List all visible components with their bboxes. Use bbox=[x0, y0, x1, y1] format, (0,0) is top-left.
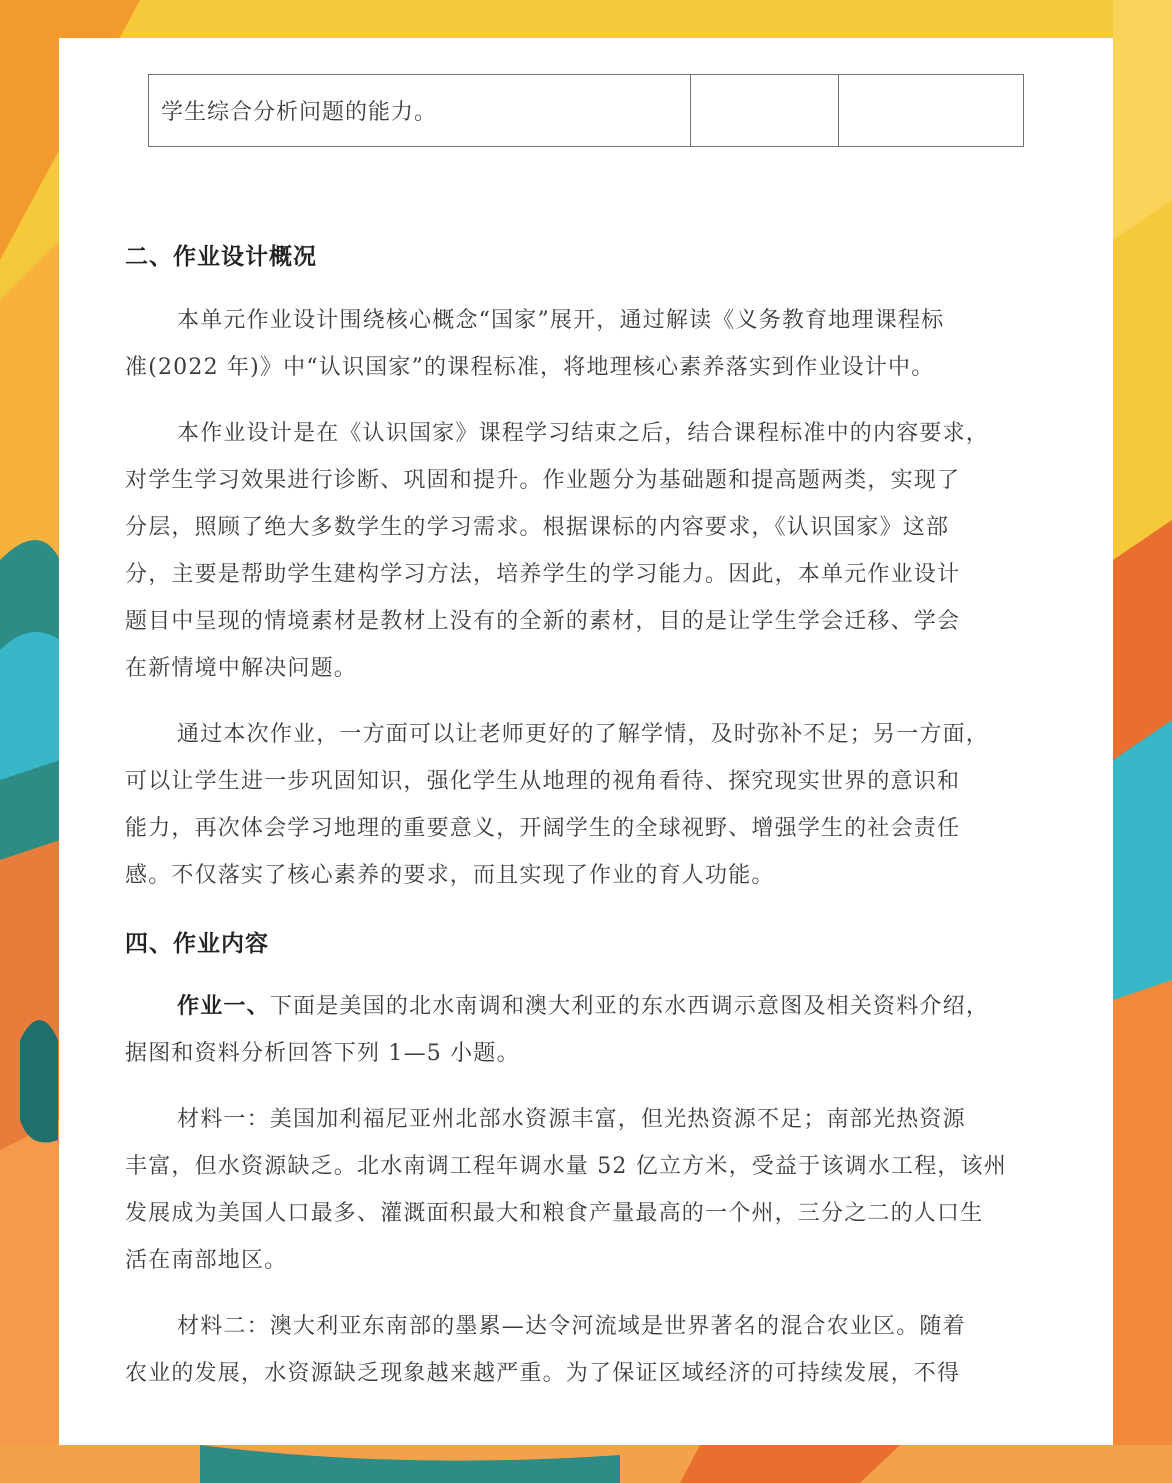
text-line: 发展成为美国人口最多、灌溉面积最大和粮食产量最高的一个州，三分之二的人口生 bbox=[125, 1201, 984, 1226]
text-line: 在新情境中解决问题。 bbox=[125, 656, 358, 681]
paragraph-overview-1 bbox=[125, 297, 1051, 391]
text-line bbox=[125, 983, 1051, 1030]
text-line: 材料二：澳大利亚东南部的墨累—达令河流域是世界著名的混合农业区。随着 bbox=[177, 1314, 966, 1339]
text-line: 感。不仅落实了核心素养的要求，而且实现了作业的育人功能。 bbox=[125, 863, 775, 888]
paragraph-material-2 bbox=[125, 1303, 1051, 1397]
table-cell-objective: 学生综合分析问题的能力。 bbox=[149, 75, 691, 146]
paragraph-material-1 bbox=[125, 1096, 1051, 1284]
objectives-table-row bbox=[148, 74, 1024, 147]
text-line: 准(2022 年)》中“认识国家”的课程标准，将地理核心素养落实到作业设计中。 bbox=[125, 355, 935, 380]
text-line: 题目中呈现的情境素材是教材上没有的全新的素材，目的是让学生学会迁移、学会 bbox=[125, 609, 961, 634]
section-heading-content: 四、作业内容 bbox=[125, 931, 269, 957]
text-line: 活在南部地区。 bbox=[125, 1248, 288, 1273]
document-page bbox=[59, 38, 1113, 1445]
table-cell-empty-2 bbox=[691, 75, 839, 146]
text-line: 据图和资料分析回答下列 1—5 小题。 bbox=[125, 1041, 520, 1066]
homework-text: 下面是美国的北水南调和澳大利亚的东水西调示意图及相关资料介绍， bbox=[269, 994, 990, 1019]
homework-label: 作业一、 bbox=[177, 994, 270, 1019]
text-line: 农业的发展，水资源缺乏现象越来越严重。为了保证区域经济的可持续发展，不得 bbox=[125, 1361, 961, 1386]
text-line: 本作业设计是在《认识国家》课程学习结束之后，结合课程标准中的内容要求， bbox=[177, 421, 990, 446]
text-line: 分，主要是帮助学生建构学习方法，培养学生的学习能力。因此，本单元作业设计 bbox=[125, 562, 961, 587]
text-line: 可以让学生进一步巩固知识，强化学生从地理的视角看待、探究现实世界的意识和 bbox=[125, 769, 961, 794]
section-heading-overview: 二、作业设计概况 bbox=[125, 244, 317, 270]
text-line: 材料一：美国加利福尼亚州北部水资源丰富，但光热资源不足；南部光热资源 bbox=[177, 1107, 966, 1132]
paragraph-homework-1 bbox=[125, 983, 1051, 1077]
text-line: 能力，再次体会学习地理的重要意义，开阔学生的全球视野、增强学生的社会责任 bbox=[125, 816, 961, 841]
paragraph-overview-2 bbox=[125, 410, 1051, 692]
text-line: 通过本次作业，一方面可以让老师更好的了解学情，及时弥补不足；另一方面， bbox=[177, 722, 990, 747]
text-line: 对学生学习效果进行诊断、巩固和提升。作业题分为基础题和提高题两类，实现了 bbox=[125, 468, 961, 493]
text-line: 分层，照顾了绝大多数学生的学习需求。根据课标的内容要求，《认识国家》这部 bbox=[125, 515, 950, 540]
table-cell-empty-3 bbox=[839, 75, 1023, 146]
paragraph-overview-3 bbox=[125, 711, 1051, 899]
text-line: 本单元作业设计围绕核心概念“国家”展开，通过解读《义务教育地理课程标 bbox=[177, 308, 945, 333]
text-line: 丰富，但水资源缺乏。北水南调工程年调水量 52 亿立方米，受益于该调水工程，该州 bbox=[125, 1154, 1007, 1179]
